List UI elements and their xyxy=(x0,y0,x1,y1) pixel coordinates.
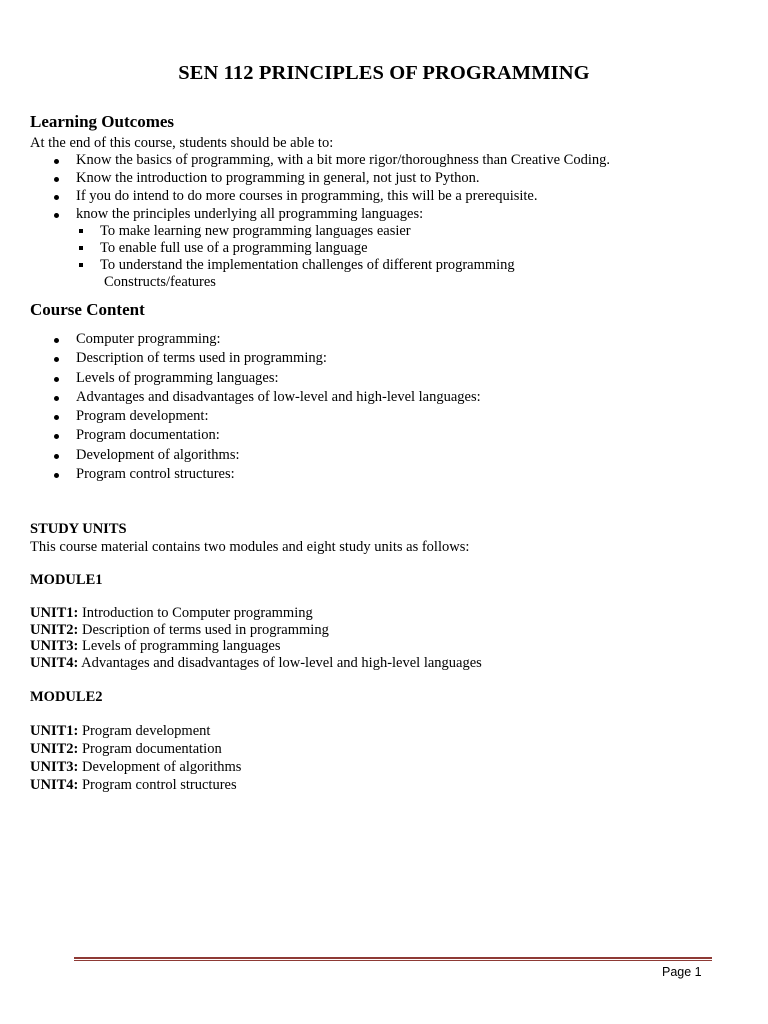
module-1-unit-4: UNIT4: Advantages and disadvantages of low-level and high-level languages xyxy=(30,655,482,671)
learning-outcomes-heading: Learning Outcomes xyxy=(30,112,175,131)
document-page: SEN 112 PRINCIPLES OF PROGRAMMING Learning Outcomes At the end of this course, students should be able to: Know the basics of programming, with a bit more rigor/thoroughness than Creative Coding. Know the introduction to programming in general, not just to Python. If you do intend to do more courses in programming, this will be a prerequisite. know the principles underlying all programming languages: To make learning new programming languages easier To enable full use of a programming language To understand the implementation challenges of different programming Constructs/features Course Content Computer programming: Description of terms used in programming: Levels of programming languages: Advantages and disadvantages of low-level and high-level languages: Program development: Program documentation: Development of algorithms: Program control structures: STUDY UNITS This course material contains two modules and eight study units as follows: MODULE1 UNIT1: Introduction to Computer programming UNIT2: Description of terms used in programming UNIT3: Levels of programming languages UNIT4: Advantages and disadvantages of low-level and high-level languages MODULE2 UNIT1: Program development UNIT2: Program documentation UNIT3: Development of algorithms UNIT4: Program control structures Page 1 xyxy=(0,0,768,1024)
study-units-heading: STUDY UNITS xyxy=(30,521,127,537)
bullet-icon xyxy=(54,195,59,200)
module-2-unit-4: UNIT4: Program control structures xyxy=(30,777,237,793)
module-2-heading: MODULE2 xyxy=(30,689,103,705)
bullet-icon xyxy=(54,473,59,478)
study-units-intro: This course material contains two modules and eight study units as follows: xyxy=(30,539,470,555)
square-bullet-icon xyxy=(79,229,83,233)
module-2-unit-1: UNIT1: Program development xyxy=(30,723,211,739)
module-1-unit-1: UNIT1: Introduction to Computer programming xyxy=(30,605,313,621)
square-bullet-icon xyxy=(79,263,83,267)
module-1-heading: MODULE1 xyxy=(30,572,103,588)
bullet-icon xyxy=(54,415,59,420)
module-1-unit-2: UNIT2: Description of terms used in programming xyxy=(30,622,329,638)
bullet-icon xyxy=(54,434,59,439)
module-2-unit-2: UNIT2: Program documentation xyxy=(30,741,222,757)
bullet-icon xyxy=(54,177,59,182)
square-bullet-icon xyxy=(79,246,83,250)
page-number: Page 1 xyxy=(662,965,702,979)
footer-rule xyxy=(74,957,712,962)
bullet-icon xyxy=(54,213,59,218)
bullet-icon xyxy=(54,396,59,401)
document-title: SEN 112 PRINCIPLES OF PROGRAMMING xyxy=(178,62,590,84)
bullet-icon xyxy=(54,454,59,459)
module-2-unit-3: UNIT3: Development of algorithms xyxy=(30,759,242,775)
bullet-icon xyxy=(54,377,59,382)
course-content-heading: Course Content xyxy=(30,300,145,319)
bullet-icon xyxy=(54,159,59,164)
footer-rule-thick xyxy=(74,957,712,959)
learning-outcomes-intro: At the end of this course, students should be able to: xyxy=(30,135,334,151)
bullet-icon xyxy=(54,357,59,362)
module-1-unit-3: UNIT3: Levels of programming languages xyxy=(30,638,281,654)
footer-rule-thin xyxy=(74,960,712,961)
bullet-icon xyxy=(54,338,59,343)
